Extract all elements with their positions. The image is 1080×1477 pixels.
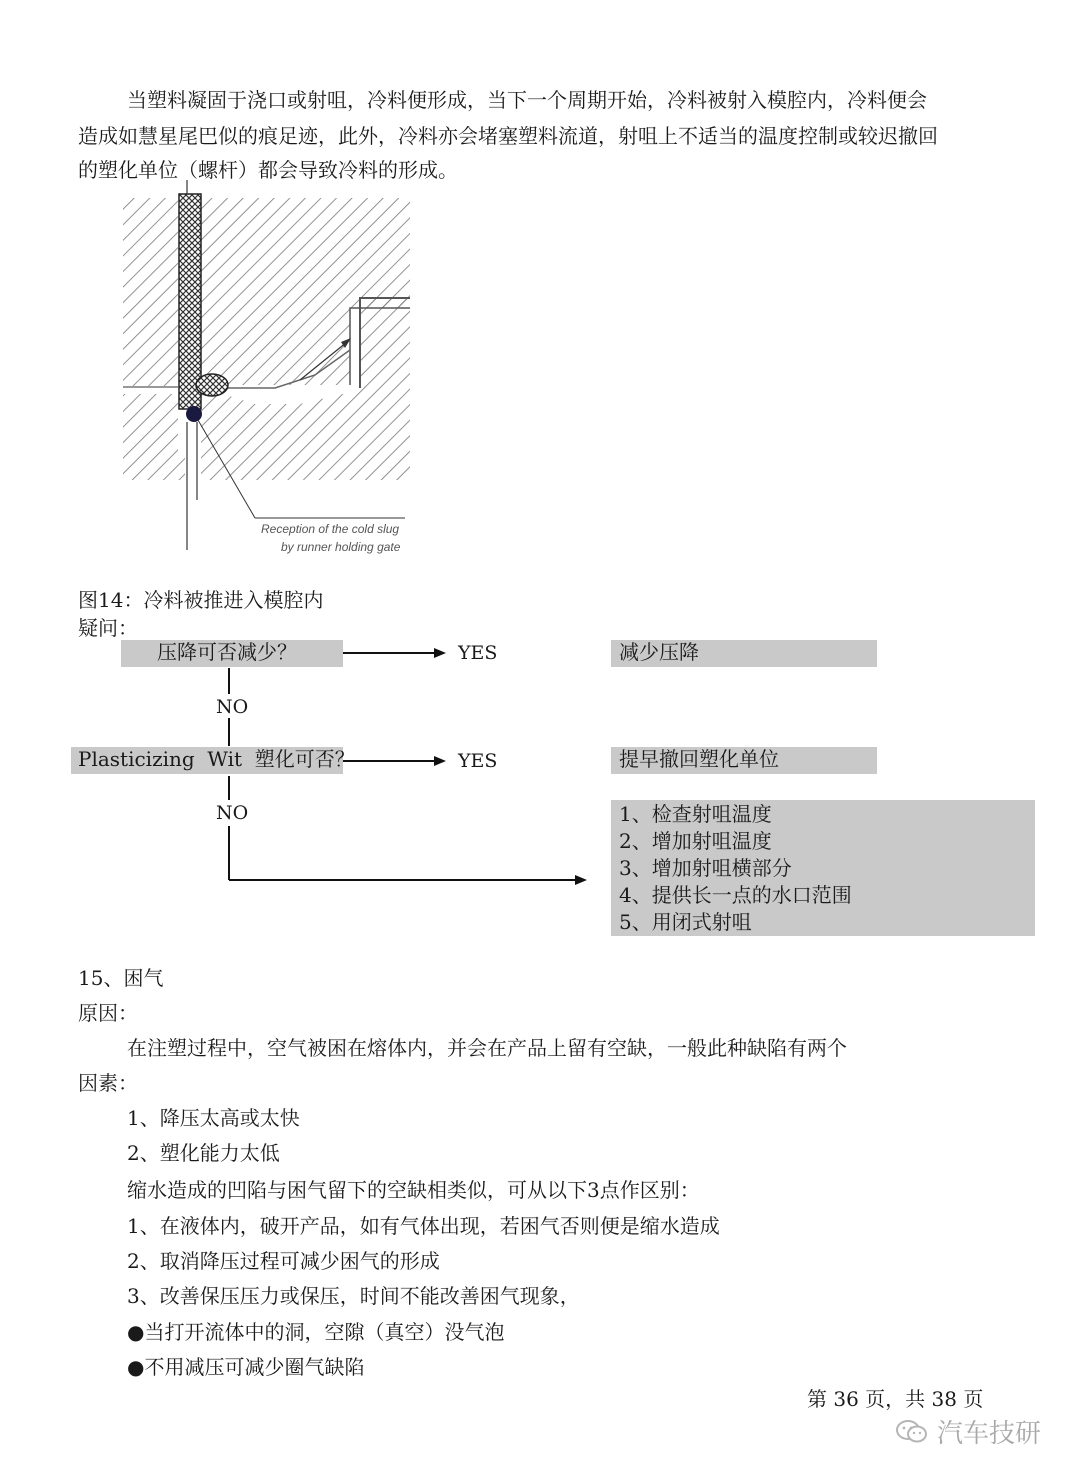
answer-1-box: 减少压降 [611,640,877,667]
question-2-box: Plasticizing Wit 塑化可否？ [71,747,343,774]
yes-label-1: YES [458,642,498,664]
section-15-heading: 15、困气 [78,966,164,990]
factor-item: 1、降压太高或太快 [127,1106,300,1130]
watermark [895,1413,1041,1450]
no-label-2: NO [216,802,249,824]
annotation-line-2: by runner holding gate [281,540,401,554]
answer-3-item: 1、检查射咀温度 [619,802,772,826]
question-1-box: 压降可否减少？ [121,640,343,667]
figure-caption: 图14：冷料被推进入模腔内 [78,588,324,612]
page-number: 第 36 页，共 38 页 [807,1387,984,1411]
intro-line-2: 造成如慧星尾巴似的痕足迹，此外，冷料亦会堵塞塑料流道，射咀上不适当的温度控制或较迟撤回 [78,124,938,148]
question-label: 疑问： [78,616,138,640]
yes-label-2: YES [458,750,498,772]
answer-3-item: 4、提供长一点的水口范围 [619,883,852,907]
answer-3-item: 3、增加射咀横部分 [619,856,792,880]
intro-line-1: 当塑料凝固于浇口或射咀，冷料便形成，当下一个周期开始，冷料被射入模腔内，冷料便会 [127,88,927,112]
distinguish-item: 1、在液体内，破开产品，如有气体出现，若困气否则便是缩水造成 [127,1214,720,1238]
bullet-item: ●当打开流体中的洞，空隙（真空）没气泡 [127,1320,505,1344]
cause-label: 原因： [78,1001,138,1025]
no-label-1: NO [216,696,249,718]
distinguish-item: 2、取消降压过程可减少困气的形成 [127,1249,440,1273]
answer-3-item: 5、用闭式射咀 [619,910,752,934]
cause-line-2: 因素： [78,1071,138,1095]
intro-line-3: 的塑化单位（螺杆）都会导致冷料的形成。 [78,158,458,182]
watermark-text: 汽车技研 [937,1419,1042,1449]
factor-item: 2、塑化能力太低 [127,1141,280,1165]
answer-3-item: 2、增加射咀温度 [619,829,772,853]
annotation-line-1: Reception of the cold slug [261,522,400,536]
distinguish-intro: 缩水造成的凹陷与困气留下的空缺相类似，可从以下3点作区别： [127,1178,700,1202]
cause-line-1: 在注塑过程中，空气被困在熔体内，并会在产品上留有空缺，一般此种缺陷有两个 [127,1036,847,1060]
answer-2-box: 提早撤回塑化单位 [611,747,877,774]
bullet-item: ●不用减压可减少圈气缺陷 [127,1355,365,1379]
wechat-icon [895,1418,929,1446]
distinguish-item: 3、改善保压压力或保压，时间不能改善困气现象， [127,1284,580,1308]
answer-3-box [611,800,1035,936]
